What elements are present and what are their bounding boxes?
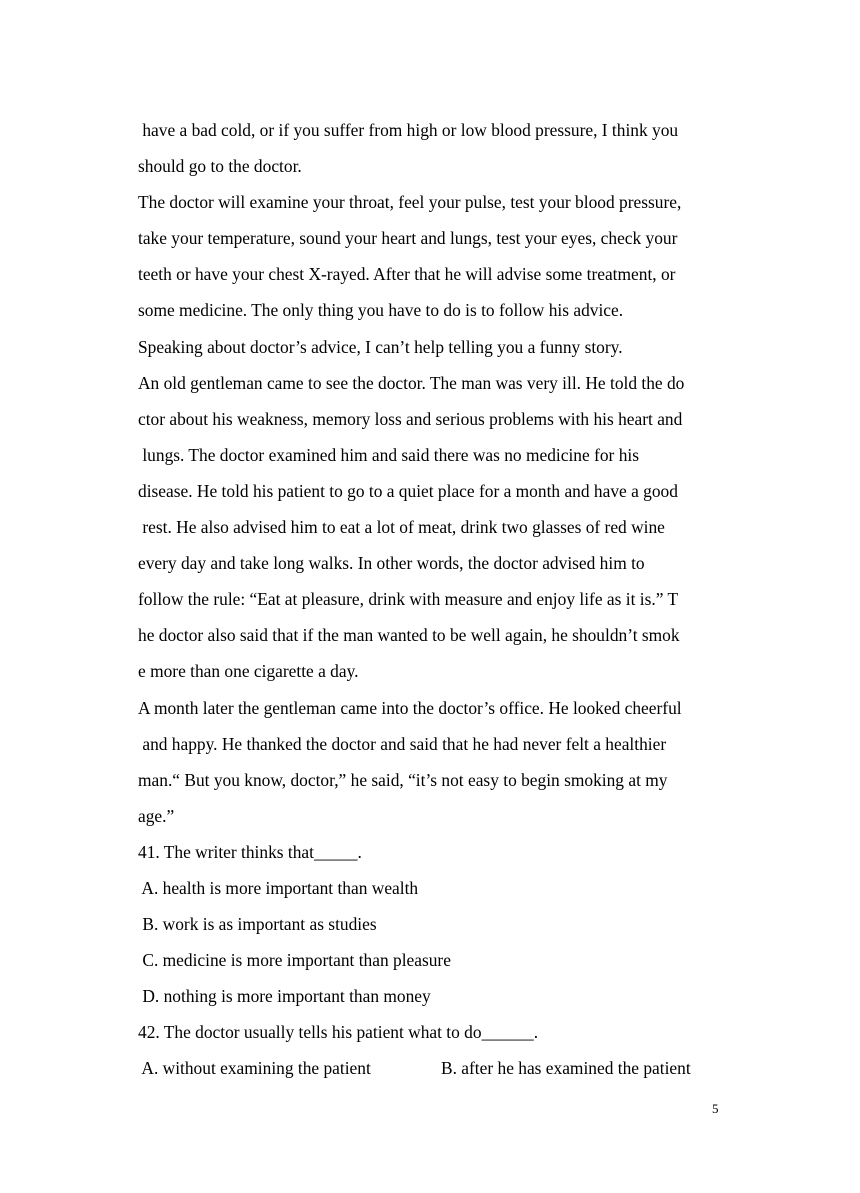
question-42-stem: 42. The doctor usually tells his patient what to do______.: [138, 1022, 539, 1043]
page-text: [138, 112, 738, 1087]
question-41-option-d: D. nothing is more important than money: [138, 986, 431, 1007]
passage-line: Speaking about doctor’s advice, I can’t help telling you a funny story.: [138, 336, 623, 357]
passage-line: lungs. The doctor examined him and said there was no medicine for his: [138, 444, 639, 465]
page-number: 5: [712, 1101, 719, 1116]
passage-line: follow the rule: “Eat at pleasure, drink with measure and enjoy life as it is.” T: [138, 589, 679, 610]
passage-line: The doctor will examine your throat, feel your pulse, test your blood pressure,: [138, 192, 682, 213]
reading-passage: [138, 112, 738, 834]
question-41-option-b: B. work is as important as studies: [138, 914, 377, 935]
question-41-stem: 41. The writer thinks that_____.: [138, 841, 362, 862]
passage-line: should go to the doctor.: [138, 156, 302, 177]
passage-line: have a bad cold, or if you suffer from high or low blood pressure, I think you: [138, 120, 679, 140]
question-42-option-a: A. without examining the patient: [138, 1058, 371, 1079]
question-42-option-b: B. after he has examined the patient: [441, 1058, 691, 1079]
passage-line: take your temperature, sound your heart and lungs, test your eyes, check your: [138, 228, 678, 249]
passage-line: teeth or have your chest X-rayed. After that he will advise some treatment, or: [138, 264, 676, 285]
passage-line: rest. He also advised him to eat a lot of meat, drink two glasses of red wine: [138, 517, 665, 538]
passage-line: age.”: [138, 805, 175, 826]
passage-line: disease. He told his patient to go to a quiet place for a month and have a good: [138, 480, 678, 501]
question-41: [138, 834, 738, 1014]
passage-line: man.“ But you know, doctor,” he said, “it’s not easy to begin smoking at my: [138, 769, 668, 790]
passage-line: and happy. He thanked the doctor and said that he had never felt a healthier: [138, 733, 667, 754]
passage-line: some medicine. The only thing you have to do is to follow his advice.: [138, 300, 624, 321]
question-42: [138, 1014, 738, 1086]
passage-line: ctor about his weakness, memory loss and serious problems with his heart and: [138, 408, 683, 429]
question-42-options-row: [138, 1050, 738, 1086]
passage-line: An old gentleman came to see the doctor. The man was very ill. He told the do: [138, 372, 685, 393]
question-41-option-c: C. medicine is more important than pleasure: [138, 950, 451, 971]
passage-line: e more than one cigarette a day.: [138, 661, 359, 682]
passage-line: every day and take long walks. In other words, the doctor advised him to: [138, 553, 645, 574]
passage-line: he doctor also said that if the man wanted to be well again, he shouldn’t smok: [138, 625, 680, 646]
passage-line: A month later the gentleman came into the doctor’s office. He looked cheerful: [138, 697, 682, 718]
question-41-option-a: A. health is more important than wealth: [138, 877, 419, 898]
